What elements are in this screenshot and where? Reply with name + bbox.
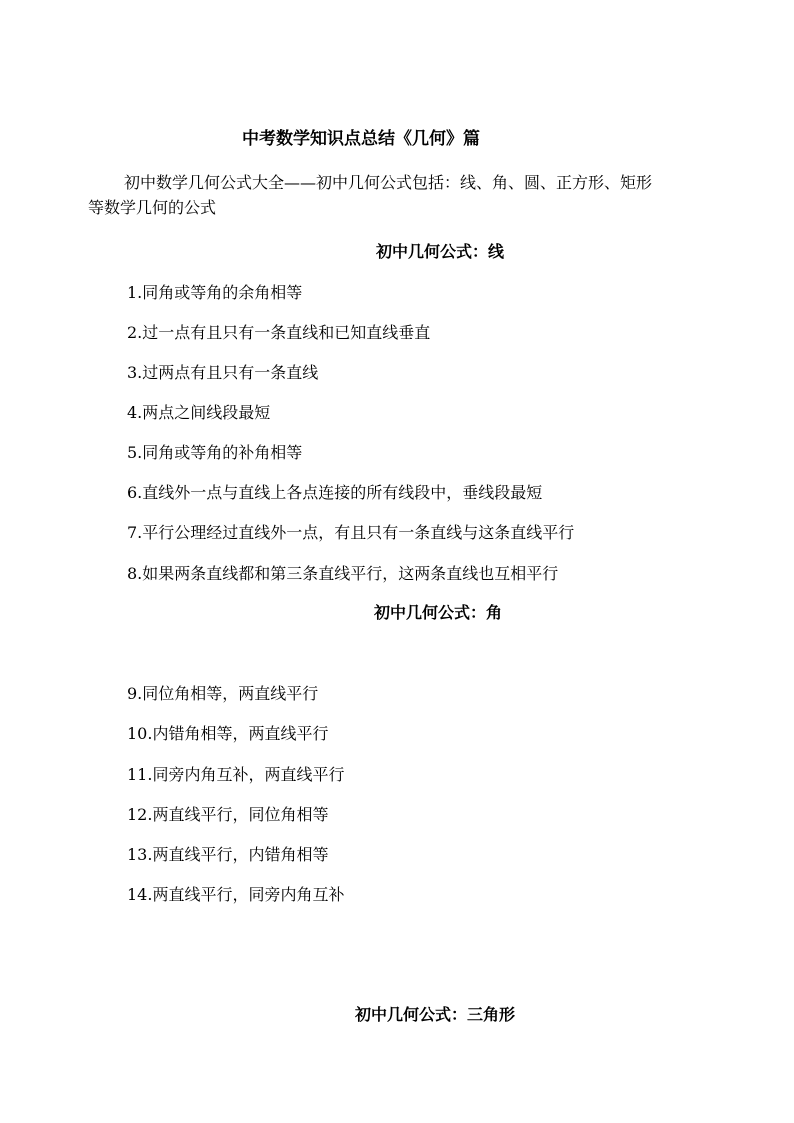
document-title: 中考数学知识点总结《几何》篇	[242, 129, 480, 149]
list-item: 6.直线外一点与直线上各点连接的所有线段中，垂线段最短	[127, 483, 543, 502]
list-item: 8.如果两条直线都和第三条直线平行，这两条直线也互相平行	[127, 564, 559, 583]
list-item: 11.同旁内角互补，两直线平行	[127, 765, 345, 784]
list-item: 4.两点之间线段最短	[127, 403, 271, 422]
list-item: 12.两直线平行，同位角相等	[127, 805, 329, 824]
intro-paragraph	[88, 170, 748, 220]
section-heading-angles: 初中几何公式：角	[374, 603, 503, 622]
list-item: 7.平行公理经过直线外一点，有且只有一条直线与这条直线平行	[127, 523, 575, 542]
intro-line-1: 初中数学几何公式大全——初中几何公式包括：线、角、圆、正方形、矩形	[124, 173, 653, 192]
list-item: 3.过两点有且只有一条直线	[127, 363, 319, 382]
section-heading-triangles: 初中几何公式：三角形	[355, 1005, 516, 1024]
list-item: 1.同角或等角的余角相等	[127, 283, 303, 302]
list-item: 13.两直线平行，内错角相等	[127, 845, 329, 864]
list-item: 10.内错角相等，两直线平行	[127, 724, 329, 743]
list-item: 14.两直线平行，同旁内角互补	[127, 885, 345, 904]
section-heading-lines: 初中几何公式：线	[376, 242, 505, 261]
list-item: 5.同角或等角的补角相等	[127, 443, 303, 462]
intro-line-2: 等数学几何的公式	[88, 198, 217, 217]
list-item: 2.过一点有且只有一条直线和已知直线垂直	[127, 323, 431, 342]
list-item: 9.同位角相等，两直线平行	[127, 684, 319, 703]
